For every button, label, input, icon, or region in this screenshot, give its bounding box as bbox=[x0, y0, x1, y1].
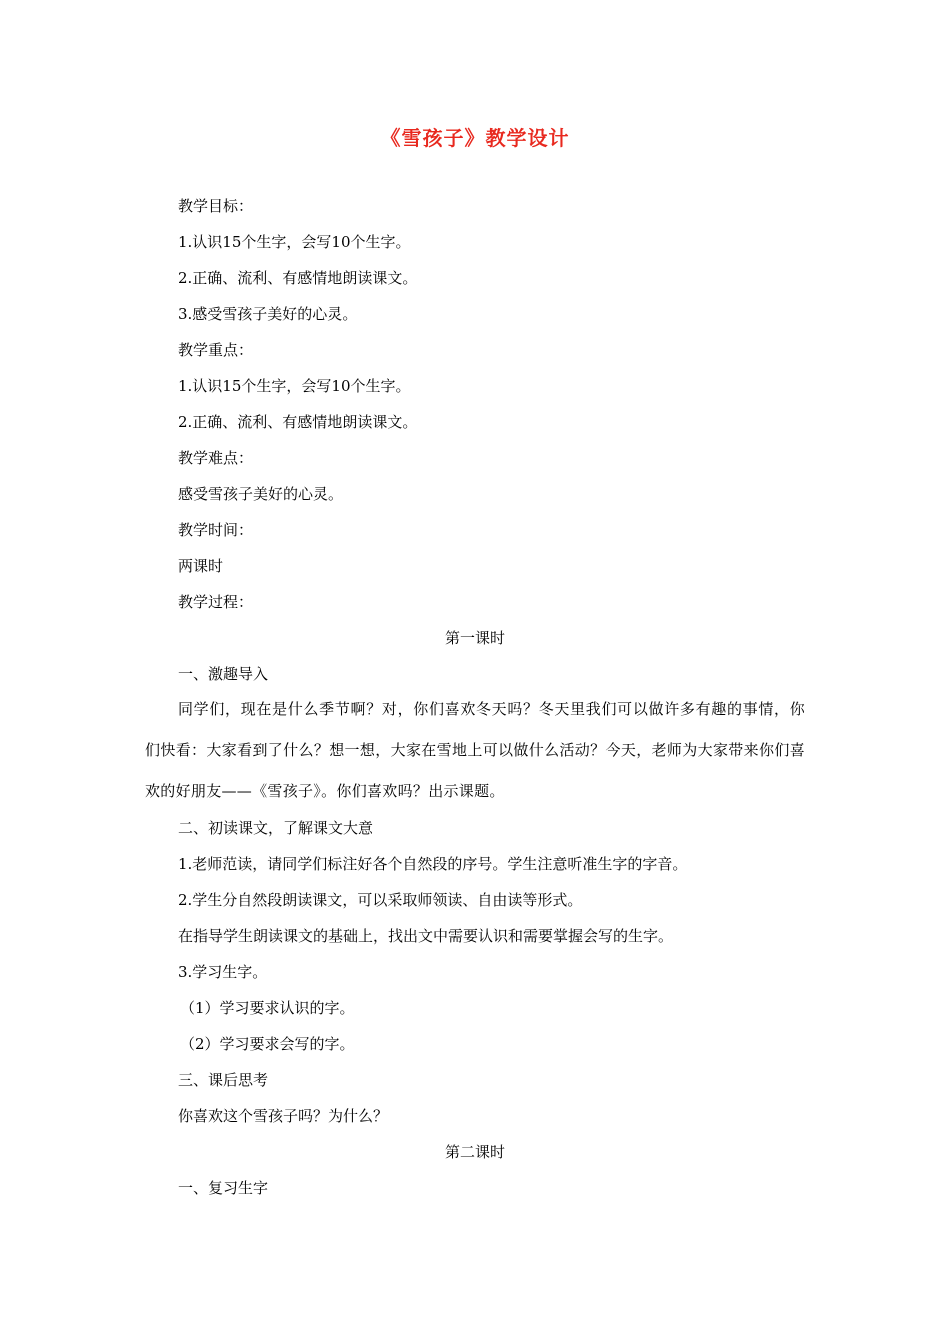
objectives-heading: 教学目标： bbox=[178, 197, 254, 215]
key-point-2: 2.正确、流利、有感情地朗读课文。 bbox=[178, 413, 418, 431]
difficulty-heading: 教学难点： bbox=[178, 449, 254, 467]
objective-2: 2.正确、流利、有感情地朗读课文。 bbox=[178, 269, 418, 287]
lesson-2-section-1: 一、复习生字 bbox=[178, 1179, 269, 1197]
lesson-1-heading: 第一课时 bbox=[444, 629, 505, 647]
section-3-question: 你喜欢这个雪孩子吗？为什么？ bbox=[178, 1107, 389, 1125]
lesson-2-heading: 第二课时 bbox=[444, 1143, 505, 1161]
objective-3: 3.感受雪孩子美好的心灵。 bbox=[178, 305, 358, 323]
sub-item-1: （1）学习要求认识的字。 bbox=[180, 999, 355, 1017]
key-points-heading: 教学重点： bbox=[178, 341, 254, 359]
process-heading: 教学过程： bbox=[178, 593, 254, 611]
section-1-heading: 一、激趣导入 bbox=[178, 665, 269, 683]
section-2-step-2: 2.学生分自然段朗读课文，可以采取师领读、自由读等形式。 bbox=[178, 891, 583, 909]
objective-1: 1.认识15个生字，会写10个生字。 bbox=[178, 233, 411, 251]
time-heading: 教学时间： bbox=[178, 521, 254, 539]
difficulty-text: 感受雪孩子美好的心灵。 bbox=[178, 485, 344, 503]
section-1-paragraph: 同学们，现在是什么季节啊？对，你们喜欢冬天吗？冬天里我们可以做许多有趣的事情，你们快看：大家看到了什么？想一想，大家在雪地上可以做什么活动？今天，老师为大家带来你们喜欢的好朋友——《雪孩子》。你们喜欢吗？出示课题。 bbox=[145, 700, 805, 800]
section-2-step-3: 3.学习生字。 bbox=[178, 963, 268, 981]
section-3-heading: 三、课后思考 bbox=[178, 1071, 269, 1089]
key-point-1: 1.认识15个生字，会写10个生字。 bbox=[178, 377, 411, 395]
document-title: 《雪孩子》教学设计 bbox=[380, 126, 570, 150]
section-2-step-1: 1.老师范读，请同学们标注好各个自然段的序号。学生注意听准生字的字音。 bbox=[178, 855, 688, 873]
time-text: 两课时 bbox=[178, 557, 224, 575]
section-2-guidance: 在指导学生朗读课文的基础上，找出文中需要认识和需要掌握会写的生字。 bbox=[178, 927, 674, 945]
sub-item-2: （2）学习要求会写的字。 bbox=[180, 1035, 355, 1053]
section-2-heading: 二、初读课文，了解课文大意 bbox=[178, 819, 374, 837]
